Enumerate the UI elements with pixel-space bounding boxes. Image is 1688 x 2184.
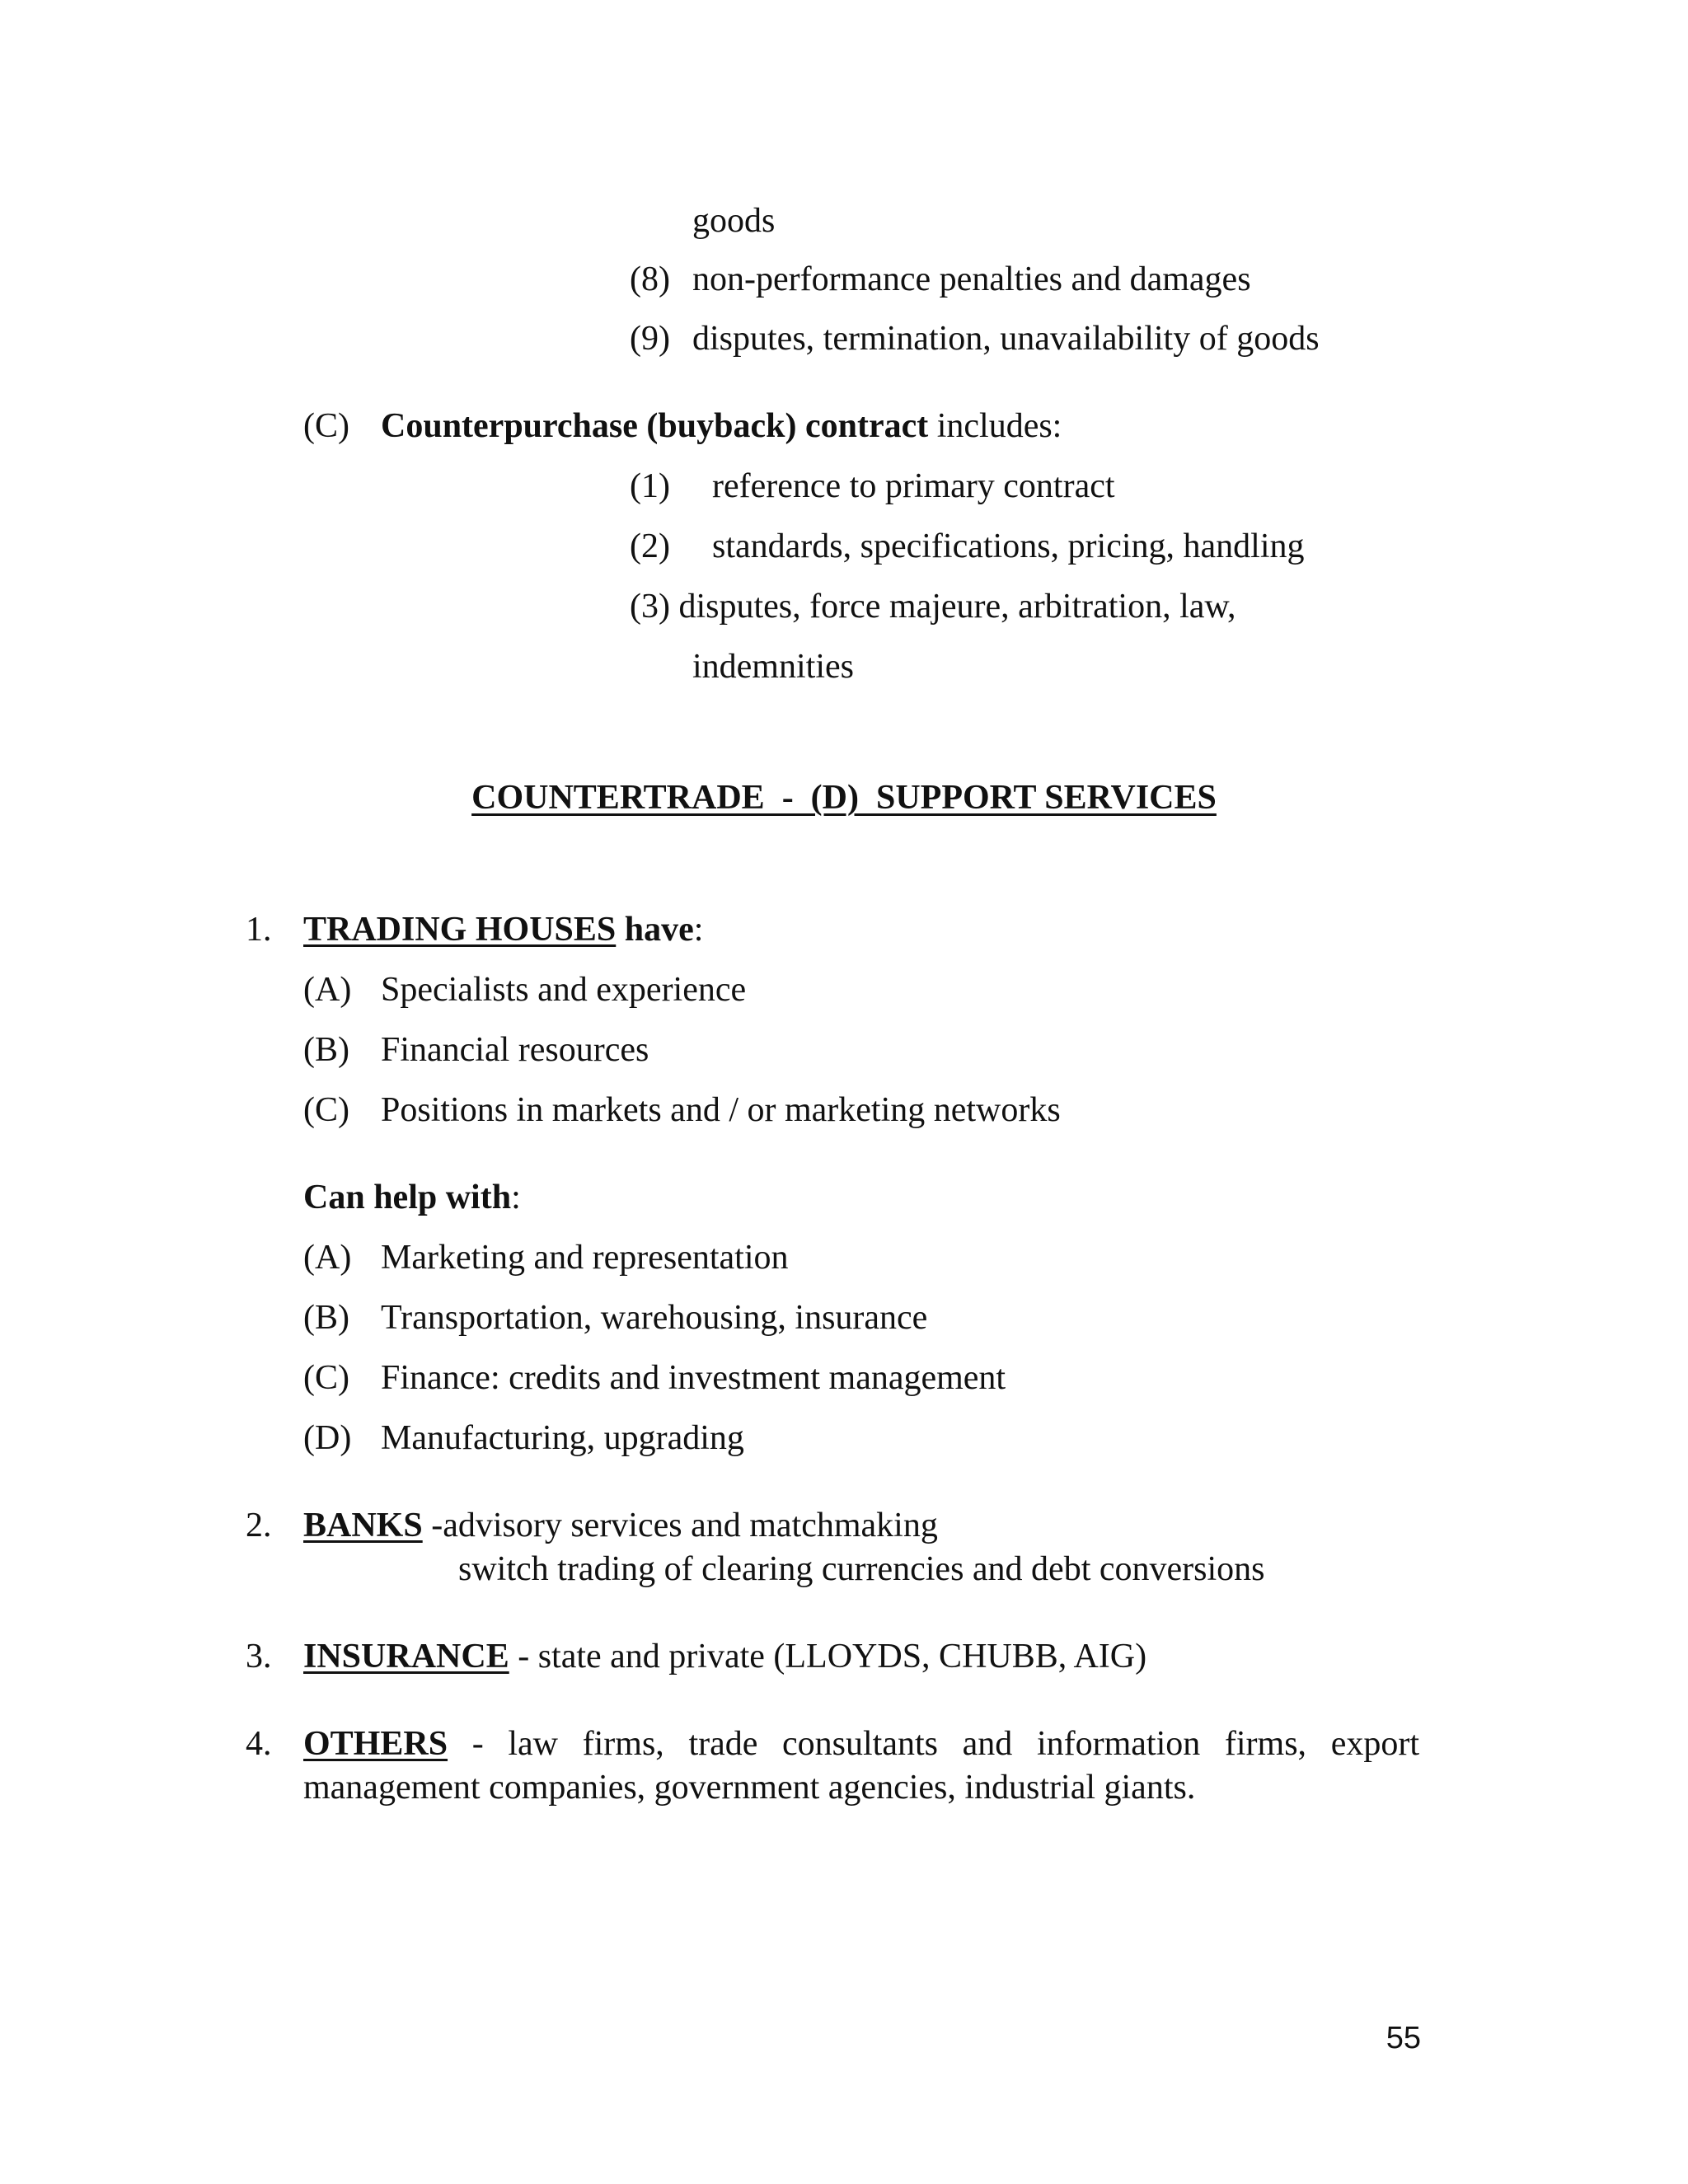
item-4-text: - law firms, trade consultants and information firms, export	[448, 1725, 1419, 1763]
section-c-title-line	[381, 405, 1062, 448]
item-2-line	[303, 1504, 938, 1547]
item-4-line	[303, 1722, 1419, 1765]
item-1-marker-b: (B)	[303, 1031, 349, 1069]
page-number: 55	[1386, 2021, 1421, 2055]
item-2-number: 2.	[246, 1507, 272, 1544]
section-heading: COUNTERTRADE - (D) SUPPORT SERVICES	[471, 779, 1217, 817]
item-4-label: OTHERS	[303, 1725, 448, 1763]
help-heading: Can help with	[303, 1179, 512, 1216]
item-1-number: 1.	[246, 911, 272, 949]
help-text-c: Finance: credits and investment management	[381, 1359, 1006, 1397]
item-1-marker-c: (C)	[303, 1091, 349, 1129]
list-continuation-goods: goods	[692, 202, 776, 240]
help-colon: :	[511, 1179, 521, 1216]
section-c-item-3-line	[630, 585, 1236, 628]
help-heading-line	[303, 1176, 521, 1219]
list-item-8: non-performance penalties and damages	[692, 260, 1251, 298]
item-1-text-c: Positions in markets and / or marketing networks	[381, 1091, 1061, 1129]
help-marker-b: (B)	[303, 1299, 349, 1337]
item-3-label: INSURANCE	[303, 1638, 509, 1675]
section-c-title: Counterpurchase (buyback) contract	[381, 407, 929, 445]
item-4-number: 4.	[246, 1725, 272, 1763]
section-c-suffix: includes:	[928, 407, 1062, 445]
section-c-item-3: disputes, force majeure, arbitration, law,	[678, 588, 1236, 626]
item-1-text-a: Specialists and experience	[381, 971, 747, 1009]
help-text-d: Manufacturing, upgrading	[381, 1419, 744, 1457]
section-c-item-3-continuation: indemnities	[692, 648, 854, 686]
list-marker-8: (8)	[630, 260, 670, 298]
item-1-label: TRADING HOUSES	[303, 911, 617, 949]
item-2-continuation: switch trading of clearing currencies and debt conversions	[458, 1550, 1265, 1588]
item-1-text-b: Financial resources	[381, 1031, 649, 1069]
item-3-line	[303, 1635, 1146, 1678]
section-c-marker-2: (2)	[630, 527, 670, 565]
item-1-heading	[303, 908, 703, 951]
item-2-text: -advisory services and matchmaking	[422, 1507, 938, 1544]
section-c-marker-3: (3)	[630, 588, 670, 626]
section-c-marker-1: (1)	[630, 467, 670, 505]
list-marker-9: (9)	[630, 320, 670, 358]
list-item-9: disputes, termination, unavailability of goods	[692, 320, 1320, 358]
item-2-label: BANKS	[303, 1507, 423, 1544]
item-1-colon: :	[693, 911, 704, 949]
help-text-a: Marketing and representation	[381, 1239, 789, 1277]
section-c-item-1: reference to primary contract	[712, 467, 1115, 505]
help-marker-a: (A)	[303, 1239, 352, 1277]
item-3-text: - state and private (LLOYDS, CHUBB, AIG)	[509, 1638, 1147, 1675]
help-marker-c: (C)	[303, 1359, 349, 1397]
item-1-marker-a: (A)	[303, 971, 352, 1009]
item-1-after-label: have	[616, 911, 694, 949]
item-4-continuation: management companies, government agencies, industrial giants.	[303, 1769, 1196, 1807]
help-marker-d: (D)	[303, 1419, 352, 1457]
section-c-item-2: standards, specifications, pricing, handling	[712, 527, 1305, 565]
help-text-b: Transportation, warehousing, insurance	[381, 1299, 928, 1337]
section-c-marker: (C)	[303, 407, 349, 445]
item-3-number: 3.	[246, 1638, 272, 1675]
